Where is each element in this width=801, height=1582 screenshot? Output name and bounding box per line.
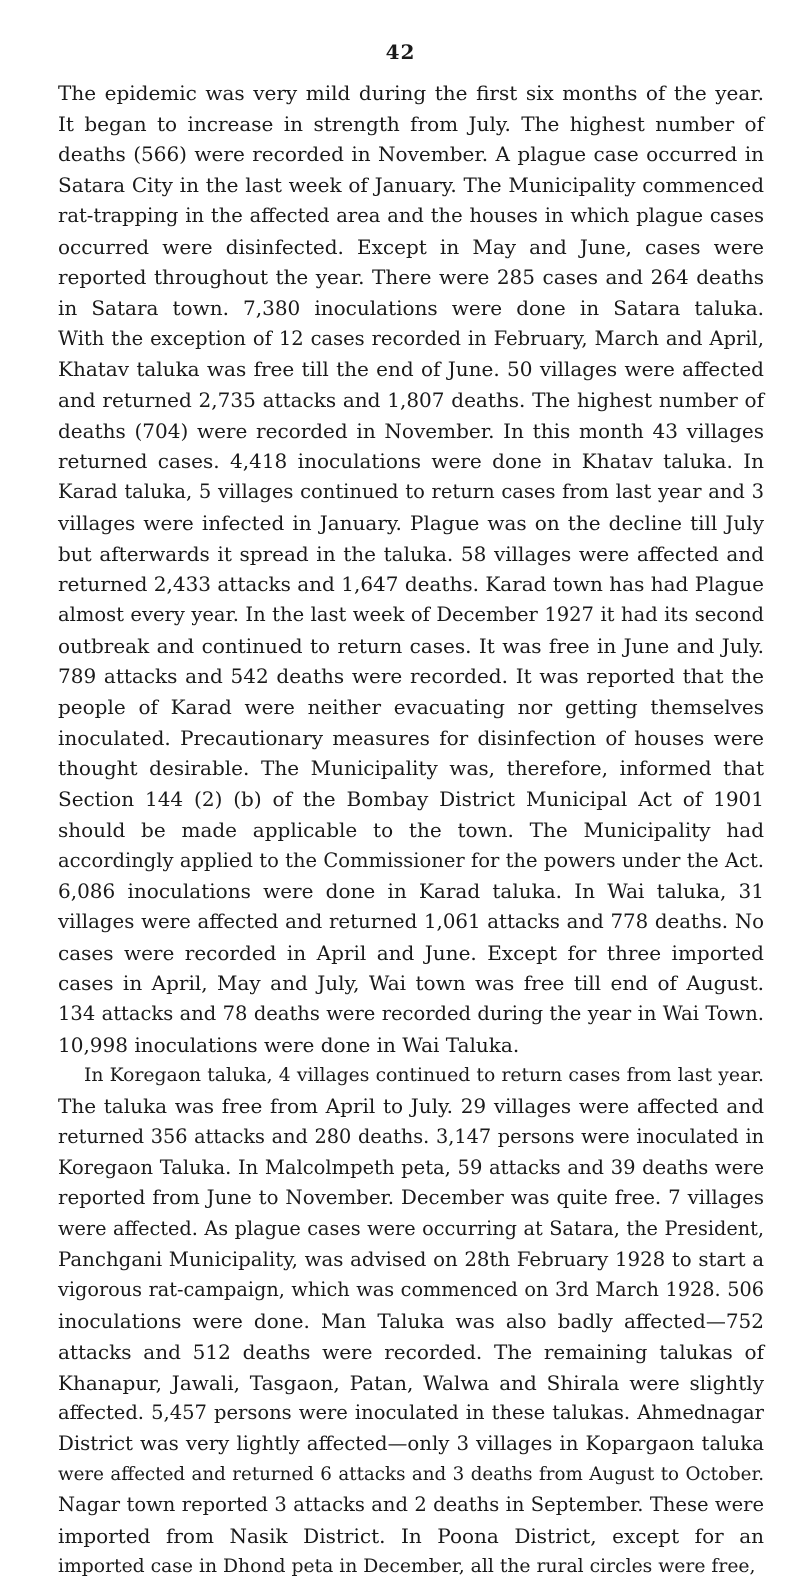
text-line: inoculated. Precautionary measures for disinfection of houses were [58, 723, 764, 754]
text-line: were affected. As plague cases were occurring at Satara, the President, [58, 1214, 764, 1245]
text-line: Section 144 (2) (b) of the Bombay District Municipal Act of 1901 [58, 784, 764, 815]
text-line: returned cases. 4,418 inoculations were done in Khatav taluka. In [58, 446, 764, 477]
text-line: Khatav taluka was free till the end of June. 50 villages were affected [58, 354, 764, 385]
text-line: attacks and 512 deaths were recorded. The remaining talukas of [58, 1337, 764, 1368]
paragraph [58, 1061, 764, 1582]
body-text [58, 78, 764, 1582]
text-line: deaths (566) were recorded in November. A plague case occurred in [58, 139, 764, 170]
text-line: villages were infected in January. Plague was on the decline till July [58, 508, 764, 539]
text-line: in Satara town. 7,380 inoculations were done in Satara taluka. [58, 293, 764, 324]
text-line: returned 2,433 attacks and 1,647 deaths. Karad town has had Plague [58, 569, 764, 600]
text-line: almost every year. In the last week of December 1927 it had its second [58, 600, 764, 631]
text-line: Panchgani Municipality, was advised on 28th February 1928 to start a [58, 1245, 764, 1276]
text-line: The epidemic was very mild during the first six months of the year. [58, 78, 764, 109]
text-line: 6,086 inoculations were done in Karad taluka. In Wai taluka, 31 [58, 876, 764, 907]
text-line: Satara City in the last week of January. The Municipality commenced [58, 170, 764, 201]
text-line: reported from June to November. December was quite free. 7 villages [58, 1183, 764, 1214]
text-line: and returned 2,735 attacks and 1,807 deaths. The highest number of [58, 385, 764, 416]
text-line: accordingly applied to the Commissioner for the powers under the Act. [58, 846, 764, 877]
text-line: 134 attacks and 78 deaths were recorded during the year in Wai Town. [58, 999, 764, 1030]
text-line: villages were affected and returned 1,061 attacks and 778 deaths. No [58, 907, 764, 938]
text-line: Karad taluka, 5 villages continued to return cases from last year and 3 [58, 477, 764, 508]
text-line: but afterwards it spread in the taluka. 58 villages were affected and [58, 539, 764, 570]
text-line: 10,998 inoculations were done in Wai Taluka. [58, 1030, 764, 1061]
text-line: reported throughout the year. There were 285 cases and 264 deaths [58, 262, 764, 293]
text-line: people of Karad were neither evacuating nor getting themselves [58, 692, 764, 723]
text-line: The taluka was free from April to July. 29 villages were affected and [58, 1091, 764, 1122]
text-line: imported case in Dhond peta in December, all the rural circles were free, [58, 1552, 764, 1582]
text-line: returned 356 attacks and 280 deaths. 3,147 persons were inoculated in [58, 1122, 764, 1153]
text-line: occurred were disinfected. Except in May and June, cases were [58, 232, 764, 263]
text-line: outbreak and continued to return cases. It was free in June and July. [58, 631, 764, 662]
text-line: With the exception of 12 cases recorded in February, March and April, [58, 324, 764, 355]
text-line: District was very lightly affected—only 3 villages in Kopargaon taluka [58, 1429, 764, 1460]
text-line: inoculations were done. Man Taluka was also badly affected—752 [58, 1306, 764, 1337]
text-line: imported from Nasik District. In Poona District, except for an [58, 1521, 764, 1552]
text-line: Koregaon Taluka. In Malcolmpeth peta, 59 attacks and 39 deaths were [58, 1153, 764, 1184]
text-line: In Koregaon taluka, 4 villages continued to return cases from last year. [58, 1061, 764, 1092]
text-line: vigorous rat-campaign, which was commenced on 3rd March 1928. 506 [58, 1275, 764, 1306]
text-line: thought desirable. The Municipality was, therefore, informed that [58, 753, 764, 784]
text-line: It began to increase in strength from July. The highest number of [58, 109, 764, 140]
text-line: deaths (704) were recorded in November. In this month 43 villages [58, 416, 764, 447]
text-line: affected. 5,457 persons were inoculated in these talukas. Ahmednagar [58, 1398, 764, 1429]
text-line: rat-trapping in the affected area and the houses in which plague cases [58, 201, 764, 232]
text-line: Nagar town reported 3 attacks and 2 deaths in September. These were [58, 1490, 764, 1521]
text-line: should be made applicable to the town. The Municipality had [58, 815, 764, 846]
text-line: cases were recorded in April and June. Except for three imported [58, 938, 764, 969]
paragraph [58, 78, 764, 1061]
text-line: Khanapur, Jawali, Tasgaon, Patan, Walwa and Shirala were slightly [58, 1368, 764, 1399]
text-line: cases in April, May and July, Wai town was free till end of August. [58, 968, 764, 999]
text-line: 789 attacks and 542 deaths were recorded. It was reported that the [58, 661, 764, 692]
page-number: 42 [0, 40, 801, 64]
text-line: were affected and returned 6 attacks and 3 deaths from August to October. [58, 1460, 764, 1491]
